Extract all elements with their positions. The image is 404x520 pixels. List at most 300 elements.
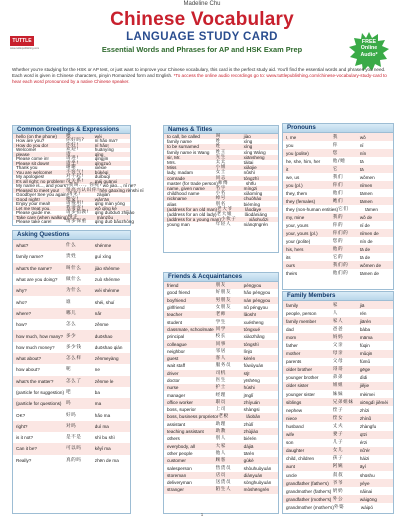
chinese-characters: 我们的: [332, 262, 349, 268]
pinyin: shì bu shì: [94, 435, 115, 441]
english-term: (address for a young man): [167, 217, 221, 223]
chinese-characters: 再见!: [67, 192, 81, 198]
vocab-row: [283, 245, 393, 253]
chinese-characters: 小伙子: [220, 217, 237, 223]
chinese-characters: 女朋友: [215, 305, 232, 311]
greetings-list: [13, 133, 144, 225]
pinyin: zěnmeyàng: [94, 356, 119, 362]
pinyin: xièxie: [94, 165, 107, 171]
chinese-characters: 为什么: [65, 288, 82, 294]
chinese-characters: 外公: [332, 496, 344, 502]
chinese-characters: 晚安!: [65, 196, 79, 202]
vocab-row: [283, 495, 393, 503]
pinyin: xiàozhǎng: [243, 334, 265, 340]
pinyin: tóngzhì: [243, 175, 259, 181]
vocab-row: [283, 439, 393, 447]
vocab-row: [13, 263, 130, 274]
english-term: daughter: [286, 448, 305, 454]
vocab-row: [283, 261, 393, 269]
english-term: they (non-human entities): [286, 206, 339, 212]
pinyin: péngyou: [243, 283, 262, 289]
pinyin: tā: [359, 158, 364, 164]
english-term: son: [286, 440, 294, 446]
vocab-row: [164, 450, 278, 457]
vocab-row: [283, 471, 393, 479]
pinyin: tóngshì: [243, 341, 259, 347]
pinyin: tāmen: [359, 198, 373, 204]
chinese-characters: 爸爸: [332, 326, 344, 332]
chinese-characters: 别人: [215, 436, 226, 442]
pinyin: tā de: [359, 254, 371, 260]
english-term: Thank you: [16, 165, 38, 171]
english-term: classmate, schoolmate: [167, 326, 214, 332]
pinyin: tāmen: [359, 190, 373, 196]
vocab-row: [283, 253, 393, 261]
english-term: child, children: [286, 456, 315, 462]
pinyin: qǐng duō bǎozhòng: [94, 219, 134, 225]
panel-heading: Friends & Acquaintances: [164, 273, 278, 282]
chinese-characters: 叫: [215, 134, 221, 140]
chinese-characters: 我叫..., 你呢?: [68, 183, 103, 189]
vocab-row: [13, 319, 130, 330]
vocab-row: [283, 325, 393, 333]
english-term: my, mine: [286, 214, 305, 220]
english-term: siblings: [286, 399, 302, 405]
english-term: mom: [286, 334, 297, 340]
chinese-characters: 大家: [215, 443, 226, 449]
pinyin: nǐmen de: [359, 230, 379, 236]
vocab-row: [283, 414, 393, 422]
pinyin: wàigōng: [359, 496, 377, 502]
vocab-row: [164, 377, 278, 384]
english-term: Miss: [167, 165, 177, 171]
english-term: young man: [167, 222, 190, 228]
english-term: your, yours: [286, 222, 309, 228]
chinese-characters: 好吗: [65, 412, 77, 418]
vocab-row: [164, 421, 278, 428]
chinese-characters: 对不起!: [65, 174, 84, 180]
vocab-row: [164, 282, 278, 289]
vocab-row: [164, 222, 278, 227]
pinyin: nín: [359, 150, 367, 156]
vocab-row: [283, 503, 393, 511]
vocab-row: [13, 387, 130, 398]
vocab-row: [283, 205, 393, 213]
chinese-characters: 助教: [215, 429, 226, 435]
pinyin: háizi: [359, 456, 370, 462]
vocab-row: [283, 422, 393, 430]
pinyin: mǔqin: [359, 351, 373, 357]
english-term: family member: [286, 318, 317, 324]
pinyin: nǐ de: [359, 222, 370, 228]
chinese-characters: 它: [332, 166, 338, 172]
vocab-row: [283, 189, 393, 197]
pinyin: méi guānxi: [94, 178, 118, 184]
vocab-row: [13, 219, 134, 225]
chinese-characters: 同志: [215, 175, 226, 181]
english-term: to call, be called: [167, 134, 200, 140]
panel-heading: Names & Titles: [164, 126, 278, 134]
english-term: he, she, him, her: [286, 158, 321, 164]
vocab-row: [283, 463, 393, 471]
chinese-characters: 丈夫: [332, 423, 344, 429]
english-term: husband: [286, 423, 304, 429]
pinyin: wàipó: [360, 504, 373, 510]
pinyin: lǎoshī: [243, 312, 256, 318]
chinese-characters: 欢迎!: [65, 147, 79, 153]
chinese-characters: 吧: [65, 390, 72, 395]
english-term: people, person: [286, 310, 317, 316]
pinyin: wǒmen de: [359, 262, 382, 268]
english-term: other people: [167, 450, 193, 456]
chinese-characters: 我请客!: [65, 205, 84, 211]
pinyin: kèrén: [243, 356, 256, 362]
english-term: to be surnamed: [167, 144, 199, 150]
pinyin: wéi: [94, 133, 102, 139]
pinyin: tā de: [359, 246, 371, 252]
english-term: doctor: [167, 378, 180, 383]
pinyin: tā: [359, 166, 364, 172]
pinyin: xiānsheng: [243, 154, 265, 160]
chinese-characters: 多少钱: [65, 344, 82, 350]
pinyin: shīfu: [245, 180, 256, 186]
vocab-row: [164, 479, 278, 486]
chinese-characters: 他们的: [332, 270, 349, 276]
chinese-characters: 我们: [332, 174, 344, 180]
chinese-characters: 送货员: [215, 480, 232, 486]
chinese-characters: 请: [65, 151, 72, 157]
chinese-characters: 可以吗: [65, 446, 82, 452]
chinese-characters: 请进!: [65, 156, 79, 162]
vocab-row: [283, 317, 393, 325]
chinese-characters: 你好!: [65, 142, 79, 148]
pinyin: sònghuòyuán: [243, 480, 272, 486]
chinese-characters: 医生: [215, 378, 226, 383]
chinese-characters: 贵姓: [65, 254, 77, 260]
family-list: [283, 301, 393, 511]
english-term: aunt: [286, 464, 295, 470]
english-term: what about?: [16, 356, 42, 362]
pinyin: wǒ qǐng kè: [94, 205, 117, 211]
pinyin: fúwùyuán: [243, 363, 264, 369]
chinese-characters: 助理: [215, 421, 226, 427]
pinyin: wǒ de: [359, 214, 373, 220]
pinyin: érzi: [359, 440, 368, 446]
vocab-row: [164, 472, 278, 479]
pinyin: línjū: [243, 348, 253, 354]
chinese-characters: 吗: [65, 401, 72, 407]
pinyin: mèimei: [359, 391, 375, 397]
pinyin: nǐ: [359, 142, 364, 148]
english-term: his, hers: [286, 246, 304, 252]
chinese-characters: 同学: [215, 326, 226, 332]
english-term: you (polite): [286, 150, 309, 156]
pinyin: xuésheng: [243, 319, 264, 325]
pinyin: hěn gāoxìng rènshi nǐ: [99, 187, 144, 193]
vocab-row: [283, 173, 393, 181]
english-term: sir, Mr.: [167, 154, 181, 160]
chinese-characters: 叫什么: [65, 265, 82, 271]
pinyin: qǐngzuò: [94, 160, 111, 166]
chinese-characters: 叔叔: [332, 472, 344, 478]
english-term: (address for an old lady): [167, 211, 217, 217]
intro-text: Whether you're studying for the HSK or AP test, or just want to improve your Chinese vocabulary, this card is the perfect study aid. You'll find the essential words and phrases you need. Each word is given in Chinese characters, pinyin Romanized form and English.: [12, 67, 386, 78]
pinyin: wǒ: [359, 134, 366, 140]
chinese-characters: 奶奶: [332, 488, 344, 494]
vocab-row: [164, 413, 278, 420]
pinyin: qīzi: [359, 432, 367, 438]
chinese-characters: 陌生人: [215, 487, 232, 493]
pinyin: míngzi: [243, 185, 258, 191]
english-term: good friend: [167, 290, 190, 296]
vocab-row: [283, 133, 393, 141]
chinese-characters: 她们: [332, 198, 344, 204]
english-term: storeman: [167, 472, 187, 478]
chinese-characters: 先生: [215, 154, 226, 160]
english-term: Welcome!: [16, 147, 37, 153]
pinyin: wǒmen: [359, 174, 375, 180]
english-term: name, given name: [167, 185, 205, 191]
pinyin: zhēn de ma: [94, 457, 119, 463]
vocab-row: [283, 358, 393, 366]
chinese-characters: 父母: [332, 359, 344, 365]
chinese-characters: 服务员: [215, 363, 232, 369]
chinese-characters: 真的吗: [65, 457, 82, 463]
vocab-row: [164, 362, 278, 369]
vocab-row: [164, 399, 278, 406]
friends-list: [164, 282, 278, 494]
panel-heading: Common Greetings & Expressions: [13, 126, 130, 134]
chinese-characters: 家: [332, 302, 338, 308]
pinyin: zuò shénme: [94, 277, 120, 283]
vocab-row: [164, 355, 278, 362]
vocab-row: [283, 374, 393, 382]
pinyin: jīnglǐ: [243, 392, 254, 398]
intro-audio-link[interactable]: *To access the online audio recordings go to: www.tuttlepublishing.com/chinese-vocabulary-study-card to hear each word pronounced by a native Chinese speaker.: [12, 73, 387, 84]
vocab-row: [283, 221, 393, 229]
pinyin: xìng: [243, 139, 253, 145]
english-term: assistant: [167, 421, 186, 427]
pinyin: dìdi: [359, 375, 368, 381]
pinyin: huānyíng: [94, 147, 114, 153]
vocab-row: [283, 366, 393, 374]
english-term: it: [286, 166, 289, 172]
pinyin: zhínǚ: [359, 415, 372, 421]
vocab-row: [13, 421, 130, 432]
pinyin: duōshao: [94, 333, 113, 339]
pinyin: niánqīngrén: [243, 222, 268, 228]
english-term: dad: [286, 326, 294, 332]
english-term: OK?: [16, 412, 26, 418]
vocab-row: [164, 435, 278, 442]
chinese-characters: 喂: [65, 133, 72, 139]
pinyin: nǎr: [94, 310, 102, 316]
pinyin: tāmen de: [359, 270, 379, 276]
chinese-characters: 同事: [215, 341, 226, 347]
pinyin: tāmen: [365, 206, 378, 212]
pinyin: jiārén: [359, 318, 372, 324]
vocab-row: [283, 333, 393, 341]
english-term: girlfriend: [167, 305, 185, 311]
vocab-row: [13, 308, 130, 319]
chinese-characters: 怎么: [65, 322, 77, 328]
english-term: wait staff: [167, 363, 186, 369]
vocab-row: [164, 464, 278, 471]
chinese-characters: 护士: [215, 385, 226, 391]
panel-heading: Pronouns: [283, 124, 393, 133]
english-term: alias: [167, 201, 177, 207]
pinyin: kěyǐ ma: [94, 446, 111, 452]
english-term: Please guide me.: [16, 210, 52, 216]
pinyin: gēge: [359, 367, 371, 373]
chinese-characters: 他的: [332, 246, 344, 252]
vocab-row: [13, 432, 130, 443]
panel-friends: [163, 272, 279, 514]
english-term: please: [16, 151, 30, 157]
pinyin: jiào shénme: [94, 265, 120, 271]
english-term: what's the name?: [16, 265, 52, 271]
chinese-characters: 姐姐: [332, 383, 344, 389]
pinyin: sījī: [243, 370, 250, 376]
english-term: ours: [286, 262, 295, 268]
vocab-row: [164, 297, 278, 304]
vocab-row: [13, 274, 130, 285]
vocab-row: [283, 309, 393, 317]
english-term: Enjoy your meal!: [16, 201, 51, 207]
vocab-row: [164, 289, 278, 296]
chinese-characters: 邻居: [215, 348, 226, 354]
chinese-characters: 老师: [215, 312, 226, 318]
english-term: they (females): [286, 198, 316, 204]
english-term: salesperson: [167, 465, 192, 471]
vocab-row: [13, 240, 130, 251]
english-term: Good night!: [16, 196, 40, 202]
english-term: You are welcome!: [16, 169, 53, 175]
publisher-logo: TUTTLE: [10, 36, 34, 46]
english-term: (particle for suggestion): [16, 390, 65, 395]
english-term: lady, madam: [167, 170, 193, 176]
chinese-characters: 绰号: [215, 196, 226, 202]
pinyin: rén: [359, 310, 367, 316]
pinyin: duìbuqǐ: [94, 174, 110, 180]
english-term: Please come in!: [16, 156, 49, 162]
vocab-row: [283, 341, 393, 349]
pinyin: nǎinai: [359, 488, 373, 494]
english-term: My name is..., and yours?: [16, 183, 69, 189]
vocab-row: [13, 398, 130, 409]
pinyin: bàba: [359, 326, 371, 332]
pinyin: dàjiā: [243, 443, 254, 449]
pinyin: tārén: [243, 450, 255, 456]
vocab-row: [283, 237, 393, 245]
chinese-characters: 父亲: [332, 343, 344, 349]
chinese-characters: 您的: [332, 238, 344, 244]
vocab-row: [164, 370, 278, 377]
chinese-characters: 阿姨: [332, 464, 344, 470]
english-term: boss, business proprietor: [167, 414, 219, 420]
english-term: hello (on the phone): [16, 133, 57, 139]
english-term: student: [167, 319, 183, 325]
english-term: older brother: [286, 367, 313, 373]
pinyin: xìng: [243, 144, 253, 150]
pinyin: xiōngdì jiěmèi: [359, 399, 388, 405]
free-audio-badge-text: [350, 39, 388, 58]
chinese-characters: 经理: [215, 392, 226, 398]
vocab-row: [283, 157, 393, 165]
chinese-characters: 学生: [215, 319, 226, 325]
pinyin: yīshēng: [243, 378, 260, 383]
chinese-characters: 怎么了: [65, 378, 82, 384]
english-term: How are you?: [16, 138, 45, 144]
chinese-characters: 你好吗?: [65, 138, 85, 144]
english-term: younger brother: [286, 375, 319, 381]
chinese-characters: 年轻人: [215, 222, 232, 228]
english-term: stranger: [167, 487, 184, 493]
chinese-characters: 小姐: [215, 165, 226, 171]
english-term: (address for an old man): [167, 206, 218, 212]
chinese-characters: 慢走: [67, 214, 79, 220]
vocab-row: [283, 431, 393, 439]
pinyin: duōshao qián: [94, 344, 123, 350]
english-term: niece: [286, 415, 297, 421]
pinyin: wèi shénme: [94, 288, 120, 294]
english-term: everybody, all: [167, 443, 196, 449]
chinese-characters: 对吗: [65, 423, 77, 429]
english-term: what?: [16, 243, 29, 249]
intro-paragraph: [12, 67, 394, 85]
chinese-characters: 女士: [215, 170, 226, 176]
english-term: wife: [286, 432, 295, 438]
english-term: Really?: [16, 457, 32, 463]
panel-family: [282, 291, 394, 514]
english-term: teacher: [167, 312, 183, 318]
chinese-characters: 做什么: [65, 277, 82, 283]
vocab-row: [283, 213, 393, 221]
pinyin: diànyuán: [243, 472, 263, 478]
card-tagline: Essential Words and Phrases for AP and HSK Exam Prep: [101, 45, 303, 54]
vocab-row: [164, 428, 278, 435]
english-term: childhood name: [167, 191, 200, 197]
english-term: how?: [16, 322, 27, 328]
vocab-row: [283, 382, 393, 390]
vocab-row: [283, 197, 393, 205]
chinese-characters: 售货员: [215, 465, 232, 471]
english-term: others: [167, 436, 180, 442]
vocab-row: [164, 311, 278, 318]
pinyin: ne: [94, 367, 100, 373]
chinese-characters: 哥哥: [332, 367, 344, 373]
pinyin: nǐ hǎo!: [94, 142, 109, 148]
pinyin: nǐmen: [359, 182, 373, 188]
pinyin: fùqin: [359, 343, 370, 349]
pinyin: zěnme le: [94, 378, 114, 384]
panel-heading: Asking Questions: [13, 231, 130, 240]
english-term: Please take care!: [16, 219, 52, 225]
english-term: customer: [167, 458, 186, 464]
english-term: How do you do!: [16, 142, 48, 148]
english-term: teaching assistant: [167, 429, 204, 435]
chinese-characters: 他/她: [332, 158, 346, 164]
vocab-row: [164, 406, 278, 413]
english-term: Take care (when walking): [16, 214, 68, 220]
english-term: grandmother (father's): [286, 488, 332, 494]
vocab-row: [164, 340, 278, 347]
chinese-characters: 您: [332, 150, 338, 156]
pinyin: wǒ jiào..., nǐ ne?: [102, 183, 136, 189]
chinese-characters: 姓王: [215, 149, 226, 155]
chinese-characters: 男朋友: [215, 297, 232, 303]
vocab-row: [283, 479, 393, 487]
